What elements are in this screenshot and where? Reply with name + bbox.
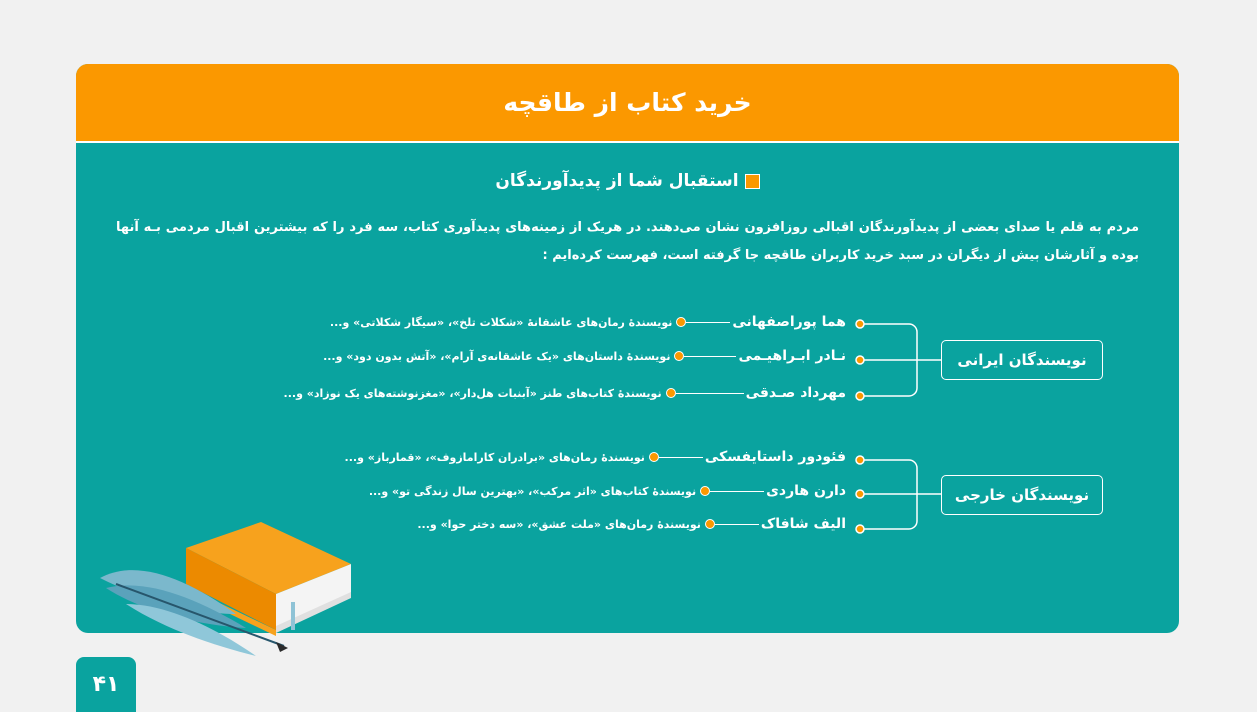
node-dot: [674, 351, 684, 361]
list-item: [345, 449, 846, 465]
author-name: دارن هاردی: [766, 483, 846, 499]
author-name: فئودور داستایفسکی: [704, 449, 846, 465]
author-name: مهرداد صـدقی: [745, 385, 846, 401]
page-number-tab: [76, 657, 136, 712]
author-description: نویسندهٔ رمان‌های عاشقانهٔ «شکلات تلخ»، «سیگار شکلاتی» و...: [329, 315, 673, 329]
page-number: ۴۱: [92, 672, 120, 697]
node-dot: [856, 490, 864, 498]
node-dot: [705, 519, 715, 529]
node-dot: [856, 525, 864, 533]
group-foreign-authors: [941, 475, 1103, 515]
section-title: استقبال شما از پدیدآورندگان: [495, 171, 739, 191]
list-item: [417, 516, 846, 532]
group-label: نویسندگان ایرانی: [957, 351, 1087, 369]
node-dot: [649, 452, 659, 462]
author-description: نویسندهٔ داستان‌های «یک عاشقانه‌ی آرام»، «آتش بدون دود» و...: [323, 349, 671, 363]
node-dot: [856, 320, 864, 328]
node-dot: [700, 486, 710, 496]
author-name: الیف شافاک: [760, 516, 846, 532]
list-item: [284, 385, 846, 401]
intro-paragraph: مردم به قلم یا صدای بعضی از پدیدآورندگان اقبالی روزافزون نشان می‌دهند. در هریک از زمینه‌های پدیدآوری کتاب، سه فرد را که بیشترین اقبال مردمی بـه آنها بوده و آثارشان بیش از دیگران در سبد خرید کاربران طاقچه جا گرفته است، فهرست کرده‌ایم :: [116, 220, 1139, 263]
list-item: [369, 483, 846, 499]
author-name: نـادر ابـراهیـمی: [738, 348, 846, 364]
connector-line: [659, 457, 703, 458]
node-dot: [666, 388, 676, 398]
connector-line: [715, 524, 759, 525]
node-dot: [856, 392, 864, 400]
connector-line: [686, 322, 730, 323]
node-dot: [676, 317, 686, 327]
author-description: نویسندهٔ رمان‌های «ملت عشق»، «سه دختر حوا» و...: [417, 517, 701, 531]
connector-line: [710, 491, 764, 492]
list-item: [330, 314, 846, 330]
connector-line: [684, 356, 736, 357]
author-name: هما پوراصفهانی: [732, 314, 846, 330]
group-iranian-authors: [941, 340, 1103, 380]
group-label: نویسندگان خارجی: [954, 486, 1090, 504]
author-description: نویسندهٔ کتاب‌های «اثر مرکب»، «بهترین سال زندگی تو» و...: [368, 484, 697, 498]
list-item: [323, 348, 846, 364]
page-title: خرید کتاب از طاقچه: [503, 88, 752, 117]
author-description: نویسندهٔ رمان‌های «برادران کارامازوف»، «قمارباز» و...: [344, 450, 645, 464]
author-description: نویسندهٔ کتاب‌های طنز «آبنبات هل‌دار»، «مغزنوشته‌های یک نوزاد» و...: [283, 386, 662, 400]
connector-line: [676, 393, 744, 394]
node-dot: [856, 356, 864, 364]
node-dot: [856, 456, 864, 464]
book-quill-illustration: [96, 518, 356, 668]
